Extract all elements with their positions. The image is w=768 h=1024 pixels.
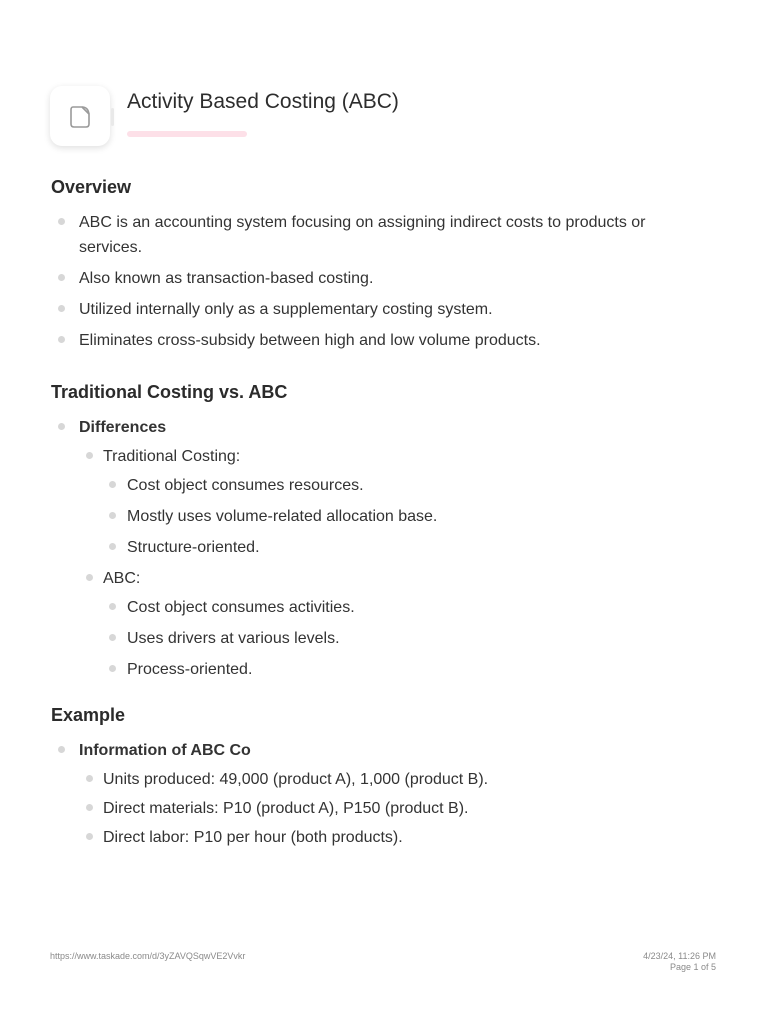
abc-list <box>103 595 691 682</box>
bullet-icon[interactable] <box>86 574 93 581</box>
list-item[interactable] <box>103 473 691 498</box>
bullet-icon[interactable] <box>109 665 116 672</box>
page-title[interactable]: Activity Based Costing (ABC) <box>127 90 399 113</box>
list-item-differences[interactable] <box>51 415 691 682</box>
list-item-traditional-costing[interactable] <box>79 444 691 560</box>
bullet-icon[interactable] <box>109 634 116 641</box>
list-item-text: Traditional Costing: <box>103 448 241 465</box>
list-item-text: ABC is an accounting system focusing on assigning indirect costs to products or services. <box>79 214 646 256</box>
bullet-icon[interactable] <box>58 423 65 430</box>
bullet-icon[interactable] <box>109 512 116 519</box>
traditional-vs-abc-list <box>51 415 691 682</box>
list-item-information[interactable] <box>51 738 691 850</box>
bullet-icon[interactable] <box>86 833 93 840</box>
footer-url: https://www.taskade.com/d/3yZAVQSqwVE2Vvkr <box>50 951 246 961</box>
list-item-text: Uses drivers at various levels. <box>127 630 340 647</box>
information-list <box>79 767 691 850</box>
section-heading-example[interactable]: Example <box>51 705 126 725</box>
bullet-icon[interactable] <box>109 543 116 550</box>
list-item[interactable] <box>51 210 691 260</box>
list-item-text: Also known as transaction-based costing. <box>79 270 374 287</box>
bullet-icon[interactable] <box>58 746 65 753</box>
list-item[interactable] <box>103 657 691 682</box>
bullet-icon[interactable] <box>109 481 116 488</box>
document-icon <box>67 102 93 130</box>
overview-list <box>51 210 691 353</box>
footer-meta <box>643 951 716 973</box>
section-heading-traditional-vs-abc[interactable]: Traditional Costing vs. ABC <box>51 382 288 402</box>
list-item-text: Cost object consumes resources. <box>127 477 364 494</box>
document-icon-tile[interactable] <box>50 86 110 146</box>
list-item-abc[interactable] <box>79 566 691 682</box>
differences-list <box>79 444 691 682</box>
list-item-text: Mostly uses volume-related allocation base. <box>127 508 438 525</box>
list-item-text: Information of ABC Co <box>79 742 251 759</box>
list-item[interactable] <box>103 504 691 529</box>
list-item[interactable] <box>103 595 691 620</box>
bullet-icon[interactable] <box>58 336 65 343</box>
list-item[interactable] <box>51 297 691 322</box>
section-heading-overview[interactable]: Overview <box>51 177 132 197</box>
title-underline <box>127 131 247 137</box>
list-item[interactable] <box>51 328 691 353</box>
bullet-icon[interactable] <box>58 218 65 225</box>
list-item[interactable] <box>103 626 691 651</box>
list-item-text: Units produced: 49,000 (product A), 1,000 (product B). <box>103 771 489 788</box>
list-item[interactable] <box>79 796 691 821</box>
bullet-icon[interactable] <box>58 305 65 312</box>
drag-handle[interactable] <box>111 108 114 126</box>
list-item-text: Differences <box>79 419 167 436</box>
bullet-icon[interactable] <box>86 775 93 782</box>
list-item[interactable] <box>103 535 691 560</box>
list-item-text: Utilized internally only as a supplementary costing system. <box>79 301 493 318</box>
bullet-icon[interactable] <box>86 452 93 459</box>
document-header <box>50 86 710 150</box>
traditional-costing-list <box>103 473 691 560</box>
footer-page-number: Page 1 of 5 <box>669 962 716 972</box>
bullet-icon[interactable] <box>86 804 93 811</box>
example-list <box>51 738 691 850</box>
footer-datetime: 4/23/24, 11:26 PM <box>643 951 716 961</box>
bullet-icon[interactable] <box>109 603 116 610</box>
list-item[interactable] <box>79 767 691 792</box>
document-content <box>51 174 691 856</box>
list-item[interactable] <box>51 266 691 291</box>
list-item-text: Eliminates cross-subsidy between high and low volume products. <box>79 332 541 349</box>
list-item-text: ABC: <box>103 570 141 587</box>
list-item-text: Cost object consumes activities. <box>127 599 355 616</box>
list-item-text: Direct materials: P10 (product A), P150 (product B). <box>103 800 469 817</box>
list-item[interactable] <box>79 825 691 850</box>
list-item-text: Direct labor: P10 per hour (both products). <box>103 829 403 846</box>
list-item-text: Process-oriented. <box>127 661 253 678</box>
bullet-icon[interactable] <box>58 274 65 281</box>
list-item-text: Structure-oriented. <box>127 539 260 556</box>
